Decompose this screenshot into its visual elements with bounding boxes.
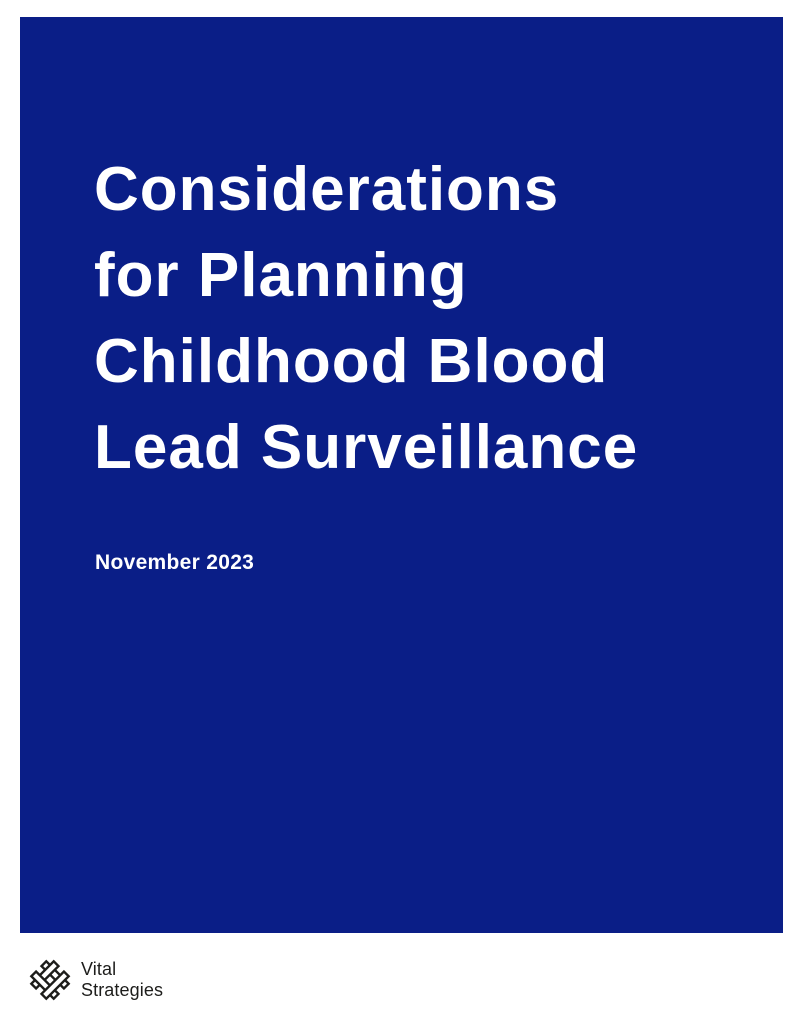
- logo-text-vital: Vital: [81, 959, 117, 979]
- woven-diamond-icon: [26, 956, 74, 1004]
- title-line-3: Childhood Blood: [94, 327, 609, 396]
- title-line-1: Considerations: [94, 155, 560, 224]
- title-line-2: for Planning: [94, 241, 468, 310]
- cover-background: [20, 17, 783, 933]
- logo-wordmark: [81, 959, 163, 1001]
- report-title: [94, 147, 638, 491]
- publication-date: November 2023: [95, 551, 255, 574]
- logo-text-strategies: Strategies: [81, 980, 164, 1000]
- vital-strategies-logo: [26, 956, 163, 1004]
- title-line-4: Lead Surveillance: [94, 413, 639, 482]
- footer: [0, 933, 798, 1036]
